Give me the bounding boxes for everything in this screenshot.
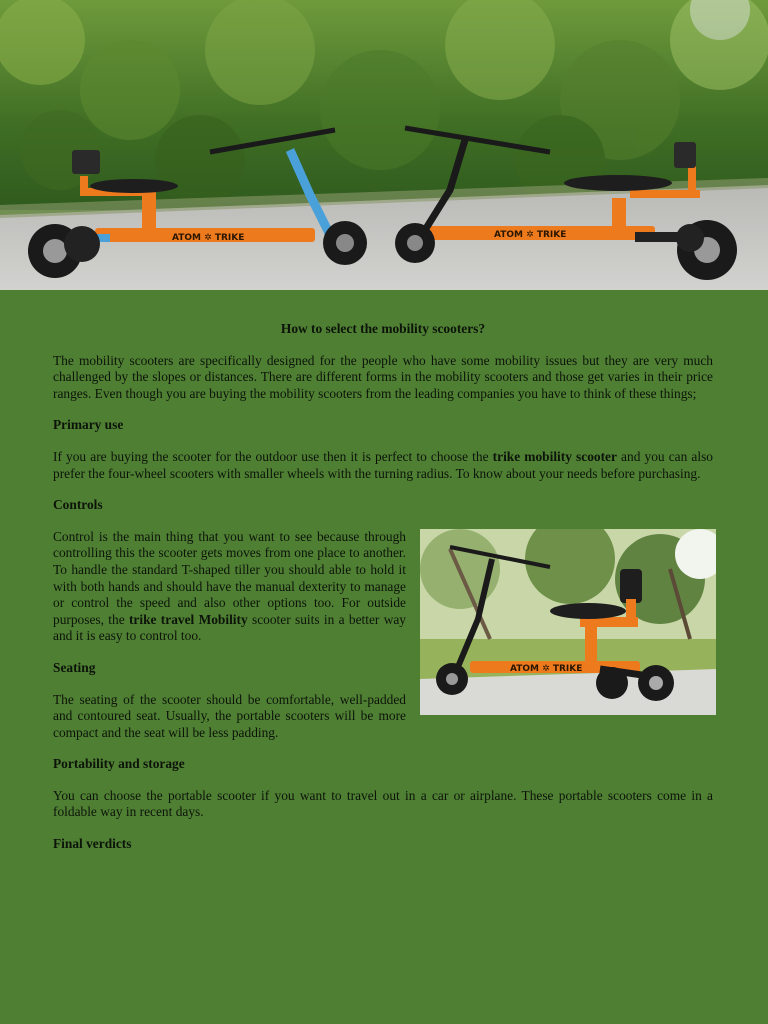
seating-paragraph: The seating of the scooter should be comfortable, well-padded and contoured seat. Usually, the portable scooters will be more compact and the seat will be less padding. <box>53 691 406 740</box>
inline-trike-photo <box>420 529 716 715</box>
section-heading-controls: Controls <box>53 497 103 513</box>
portability-paragraph: You can choose the portable scooter if you want to travel out in a car or airplane. These portable scooters come in a foldable way in recent days. <box>53 787 713 820</box>
left-trike-label: ATOM ✲ TRIKE <box>172 233 245 243</box>
hero-image <box>0 0 768 290</box>
article <box>53 321 713 868</box>
trike-mobility-scooter-link[interactable]: trike mobility scooter <box>492 448 617 464</box>
section-heading-primary-use: Primary use <box>53 417 124 433</box>
trike-travel-mobility-link[interactable]: trike travel Mobility <box>128 611 248 627</box>
section-heading-seating: Seating <box>53 659 96 675</box>
intro-paragraph: The mobility scooters are specifically designed for the people who have some mobility issues but they are very much challenged by the slopes or distances. There are different forms in the mobility scooters and those get varies in their price ranges. Even though you are buying the mobility scooters from the leading companies you have to think of these things; <box>53 352 713 401</box>
hero-photo <box>0 0 768 290</box>
inline-trike-image <box>420 529 716 715</box>
primary-use-paragraph <box>53 449 713 482</box>
primary-use-text-before: If you are buying the scooter for the outdoor use then it is perfect to choose the <box>53 448 493 464</box>
inline-trike-label: ATOM ✲ TRIKE <box>510 663 583 674</box>
article-title: How to select the mobility scooters? <box>280 321 486 336</box>
controls-text-after: scooter suits in a better way and it is easy to control too. <box>53 611 406 644</box>
controls-text-before: Control is the main thing that you want to see because through controlling this the scooter gets moves from one place to another. To handle the standard T-shaped tiller you should able to hold it with both hands and should have the manual dexterity to manage or control the speed and also other options too. For outside purposes, the <box>53 528 406 627</box>
section-heading-portability: Portability and storage <box>53 756 185 772</box>
primary-use-text-after: and you can also prefer the four-wheel scooters with smaller wheels with the turning radius. To know about your needs before purchasing. <box>53 448 713 481</box>
section-heading-final-verdicts: Final verdicts <box>53 836 132 852</box>
right-trike-label: ATOM ✲ TRIKE <box>494 230 567 240</box>
